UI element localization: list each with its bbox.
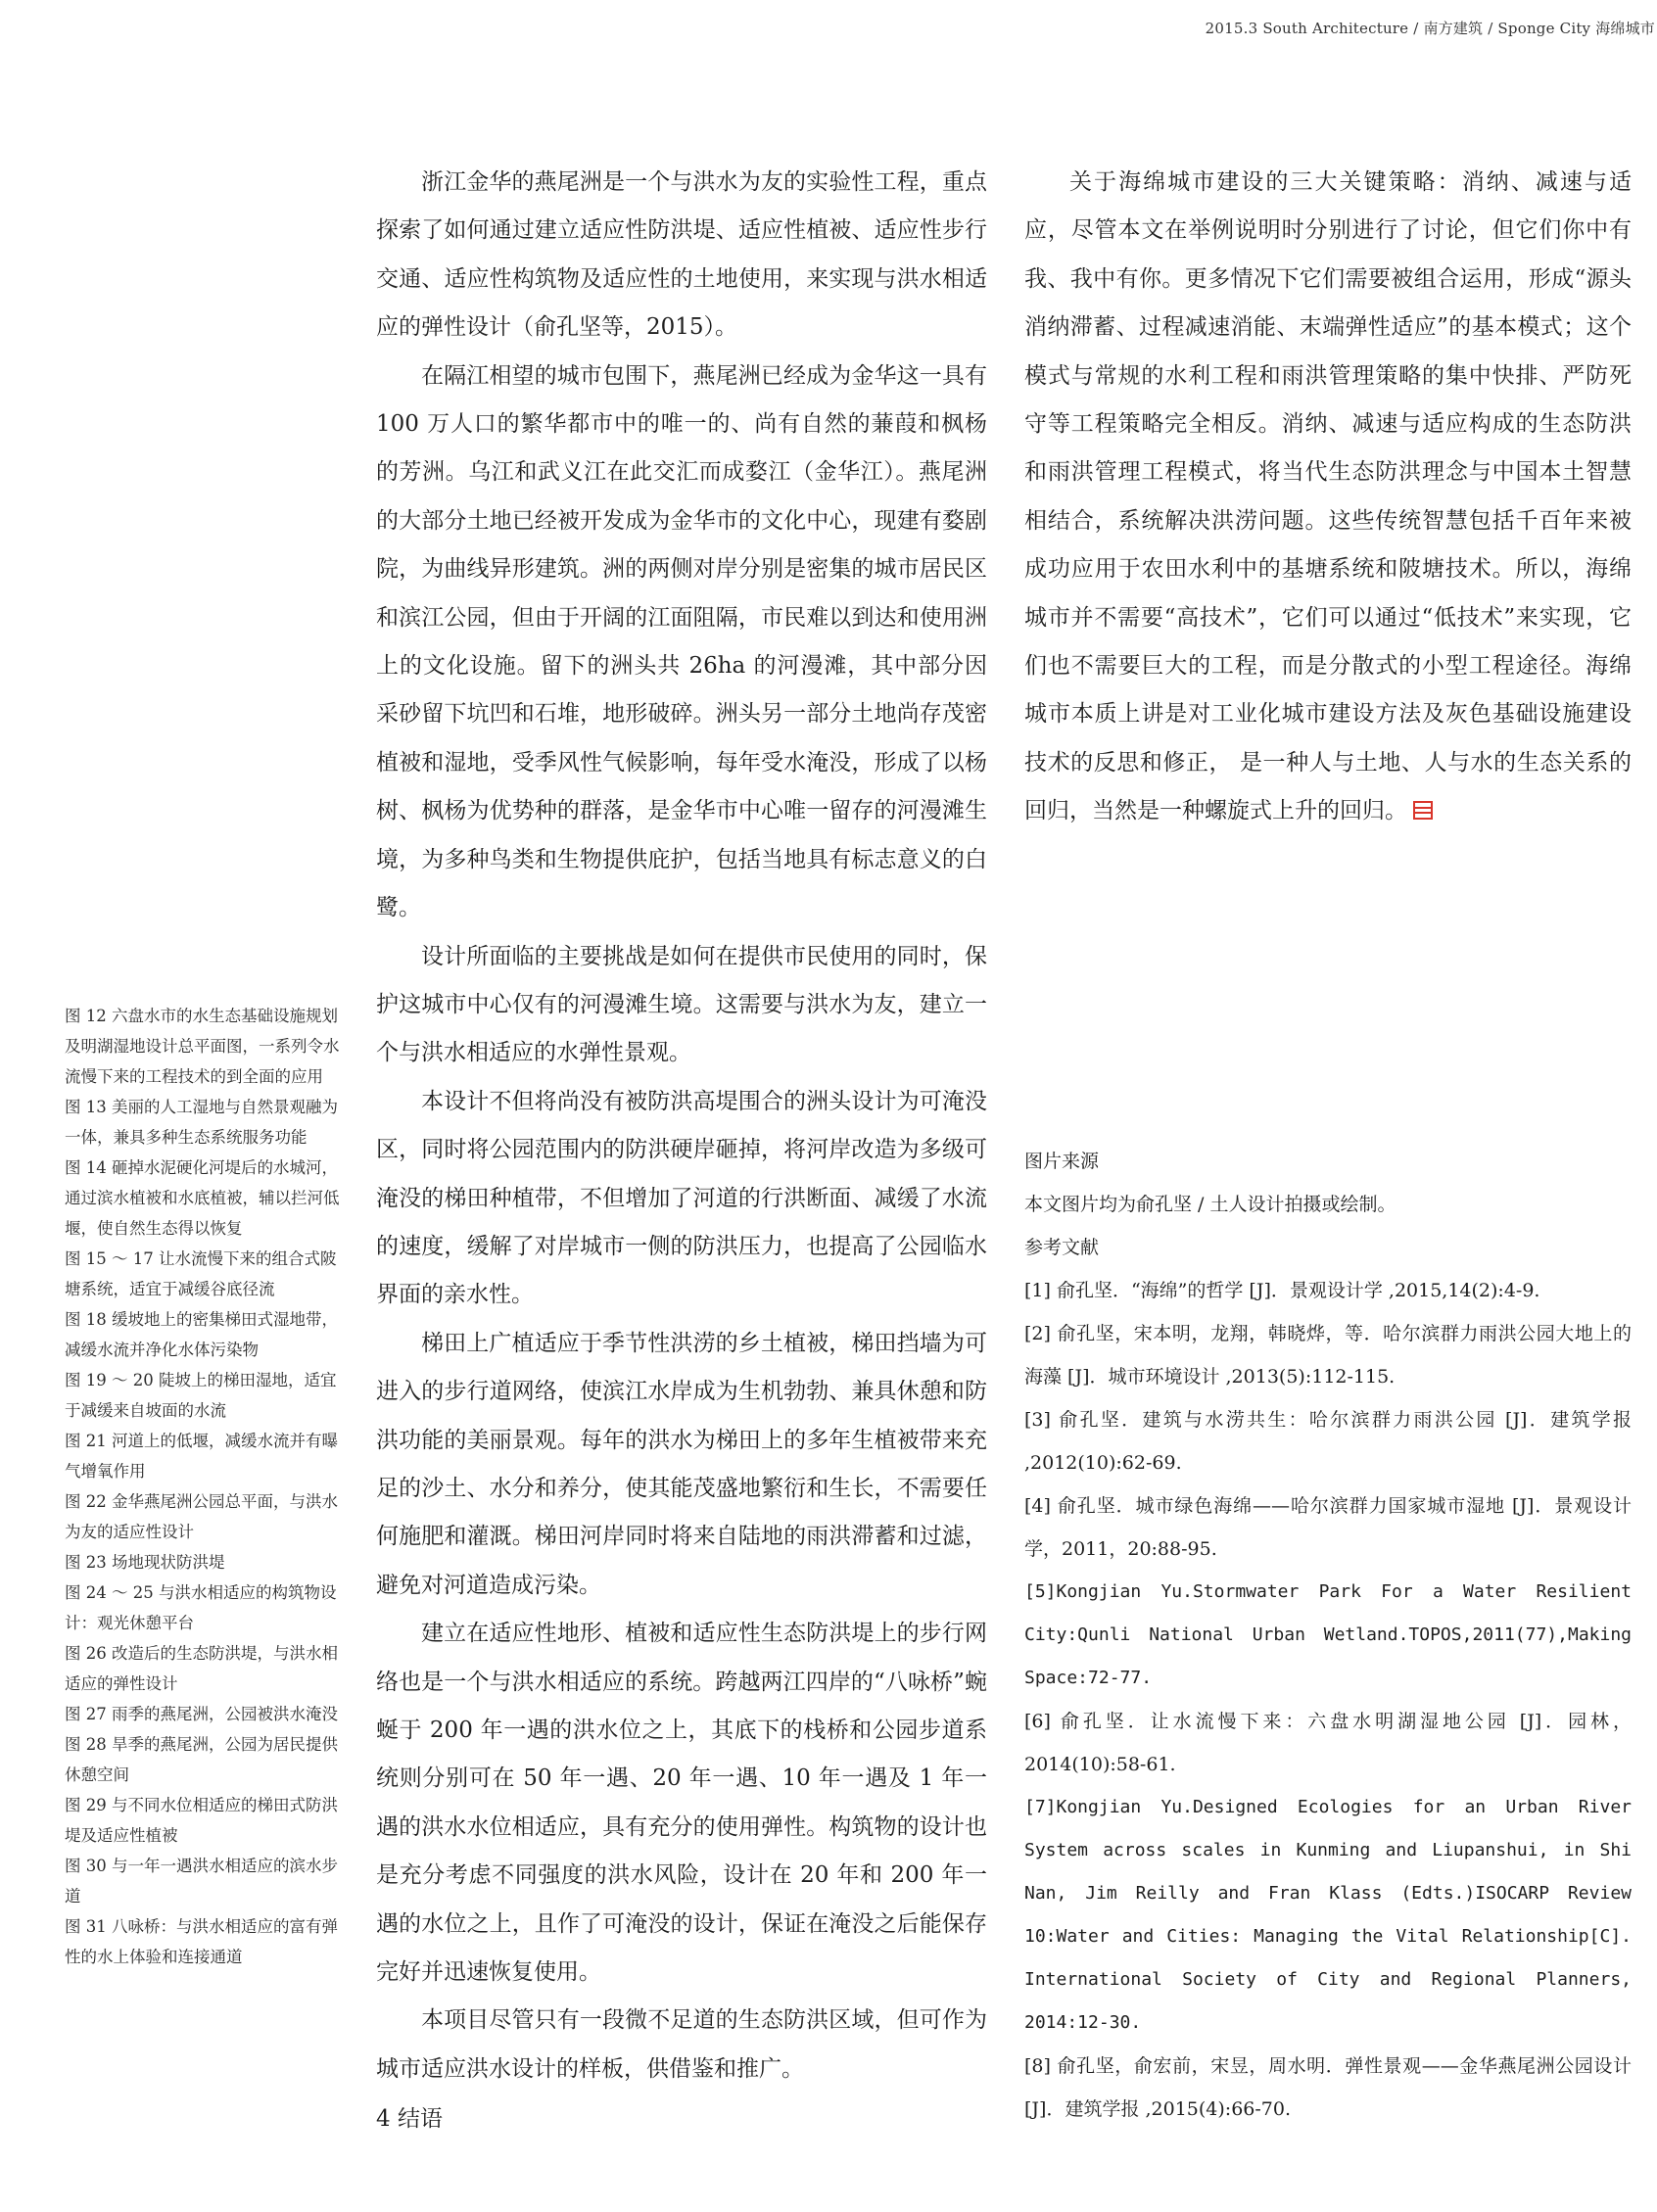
figure-caption: 图 13 美丽的人工湿地与自然景观融为一体，兼具多种生态系统服务功能 (65, 1098, 338, 1147)
section-heading-conclusion: 4 结语 (376, 2106, 443, 2132)
figure-caption: 图 18 缓坡地上的密集梯田式湿地带，减缓水流并净化水体污染物 (65, 1310, 338, 1359)
end-of-article-icon (1413, 801, 1433, 820)
figure-caption: 图 19 ～ 20 陡坡上的梯田湿地，适宜于减缓来自坡面的水流 (65, 1371, 337, 1420)
reference-item: [2] 俞孔坚，宋本明，龙翔，韩晓烨，等．哈尔滨群力雨洪公园大地上的海藻 [J]．城市环境设计 ,2013(5):112-115. (1024, 1323, 1632, 1388)
figure-caption: 图 23 场地现状防洪堤 (65, 1553, 225, 1572)
image-sources-text: 本文图片均为俞孔坚 / 土人设计拍摄或绘制。 (1024, 1194, 1397, 1215)
reference-item: [3] 俞孔坚．建筑与水涝共生：哈尔滨群力雨洪公园 [J]．建筑学报 ,2012(10):62-69. (1024, 1409, 1632, 1474)
figure-caption: 图 26 改造后的生态防洪堤，与洪水相适应的弹性设计 (65, 1644, 338, 1693)
figure-caption: 图 14 砸掉水泥硬化河堤后的水城河，通过滨水植被和水底植被，辅以拦河低堰，使自然生态得以恢复 (65, 1158, 340, 1238)
body-paragraph: 设计所面临的主要挑战是如何在提供市民使用的同时，保护这城市中心仅有的河漫滩生境。这需要与洪水为友，建立一个与洪水相适应的水弹性景观。 (376, 943, 987, 1066)
body-paragraph: 本设计不但将尚没有被防洪高堤围合的洲头设计为可淹没区，同时将公园范围内的防洪硬岸砸掉，将河岸改造为多级可淹没的梯田种植带，不但增加了河道的行洪断面、减缓了水流的速度，缓解了对岸城市一侧的防洪压力，也提高了公园临水界面的亲水性。 (376, 1088, 987, 1308)
reference-list (1024, 1269, 1632, 2131)
figure-caption: 图 31 八咏桥：与洪水相适应的富有弹性的水上体验和连接通道 (65, 1917, 338, 1966)
figure-caption: 图 29 与不同水位相适应的梯田式防洪堤及适应性植被 (65, 1796, 338, 1845)
conclusion-text: 关于海绵城市建设的三大关键策略：消纳、减速与适应，尽管本文在举例说明时分别进行了讨论，但它们你中有我、我中有你。更多情况下它们需要被组合运用，形成“源头消纳滞蓄、过程减速消能、末端弹性适应”的基本模式；这个模式与常规的水利工程和雨洪管理策略的集中快排、严防死守等工程策略完全相反。消纳、减速与适应构成的生态防洪和雨洪管理工程模式，将当代生态防洪理念与中国本土智慧相结合，系统解决洪涝问题。这些传统智慧包括千百年来被成功应用于农田水利中的基塘系统和陂塘技术。所以，海绵城市并不需要“高技术”，它们可以通过“低技术”来实现，它们也不需要巨大的工程，而是分散式的小型工程途径。海绵城市本质上讲是对工业化城市建设方法及灰色基础设施建设技术的反思和修正， 是一种人与土地、人与水的生态关系的回归，当然是一种螺旋式上升的回归。 (1024, 169, 1632, 824)
figure-captions (65, 1001, 345, 1972)
conclusion-paragraph (1024, 159, 1632, 836)
body-paragraph: 梯田上广植适应于季节性洪涝的乡土植被，梯田挡墙为可进入的步行道网络，使滨江水岸成为生机勃勃、兼具休憩和防洪功能的美丽景观。每年的洪水为梯田上的多年生植被带来充足的沙土、水分和养分，使其能茂盛地繁衍和生长，不需要任何施肥和灌溉。梯田河岸同时将来自陆地的雨洪滞蓄和过滤，避免对河道造成污染。 (376, 1330, 987, 1598)
references-title: 参考文献 (1024, 1237, 1100, 1258)
reference-item: [8] 俞孔坚，俞宏前，宋昱，周水明．弹性景观——金华燕尾洲公园设计 [J]．建筑学报 ,2015(4):66-70. (1024, 2055, 1632, 2120)
image-sources-title: 图片来源 (1024, 1151, 1100, 1172)
reference-item: [5]Kongjian Yu.Stormwater Park For a Water Resilient City:Qunli National Urban Wetland.TOPOS,2011(77),Making Space:72-77. (1024, 1581, 1632, 1688)
reference-item: [7]Kongjian Yu.Designed Ecologies for an Urban River System across scales in Kunming and Liupanshui, in Shi Nan, Jim Reilly and Fran Klass (Edts.)ISOCARP Review 10:Water and Cities: Managing the Vital Relationship[C]. International Society of City and Regional Planners, 2014:12-30. (1024, 1797, 1632, 2033)
body-column-middle (376, 159, 987, 2094)
figure-caption: 图 12 六盘水市的水生态基础设施规划及明湖湿地设计总平面图，一系列令水流慢下来的工程技术的到全面的应用 (65, 1007, 340, 1086)
figure-caption: 图 22 金华燕尾洲公园总平面，与洪水为友的适应性设计 (65, 1492, 338, 1541)
figure-caption: 图 28 旱季的燕尾洲，公园为居民提供休憩空间 (65, 1735, 338, 1784)
figure-caption: 图 30 与一年一遇洪水相适应的滨水步道 (65, 1857, 338, 1906)
reference-item: [4] 俞孔坚．城市绿色海绵——哈尔滨群力国家城市湿地 [J]．景观设计学，2011，20:88-95. (1024, 1495, 1632, 1560)
back-matter (1024, 1140, 1632, 2131)
body-paragraph: 建立在适应性地形、植被和适应性生态防洪堤上的步行网络也是一个与洪水相适应的系统。跨越两江四岸的“八咏桥”蜿蜒于 200 年一遇的洪水位之上，其底下的栈桥和公园步道系统则分别可在 50 年一遇、20 年一遇、10 年一遇及 1 年一遇的洪水水位相适应，具有充分的使用弹性。构筑物的设计也是充分考虑不同强度的洪水风险，设计在 20 年和 200 年一遇的水位之上，且作了可淹没的设计，保证在淹没之后能保存完好并迅速恢复使用。 (376, 1621, 987, 1986)
figure-caption: 图 15 ～ 17 让水流慢下来的组合式陂塘系统，适宜于减缓谷底径流 (65, 1249, 337, 1298)
figure-caption: 图 21 河道上的低堰，减缓水流并有曝气增氧作用 (65, 1432, 338, 1481)
figure-caption: 图 24 ～ 25 与洪水相适应的构筑物设计：观光休憩平台 (65, 1583, 337, 1632)
body-paragraph: 浙江金华的燕尾洲是一个与洪水为友的实验性工程，重点探索了如何通过建立适应性防洪堤、适应性植被、适应性步行交通、适应性构筑物及适应性的土地使用，来实现与洪水相适应的弹性设计（俞孔坚等，2015）。 (376, 169, 987, 341)
body-paragraph: 在隔江相望的城市包围下，燕尾洲已经成为金华这一具有 100 万人口的繁华都市中的唯一的、尚有自然的蒹葭和枫杨的芳洲。乌江和武义江在此交汇而成婺江（金华江）。燕尾洲的大部分土地已经被开发成为金华市的文化中心，现建有婺剧院，为曲线异形建筑。洲的两侧对岸分别是密集的城市居民区和滨江公园，但由于开阔的江面阻隔，市民难以到达和使用洲上的文化设施。留下的洲头共 26ha 的河漫滩，其中部分因采砂留下坑凹和石堆，地形破碎。洲头另一部分土地尚存茂密植被和湿地，受季风性气候影响，每年受水淹没，形成了以杨树、枫杨为优势种的群落，是金华市中心唯一留存的河漫滩生境，为多种鸟类和生物提供庇护，包括当地具有标志意义的白鹭。 (376, 362, 987, 921)
body-column-right (1024, 159, 1632, 836)
running-header: 2015.3 South Architecture / 南方建筑 / Sponge City 海绵城市 (1205, 20, 1655, 37)
body-paragraph: 本项目尽管只有一段微不足道的生态防洪区域，但可作为城市适应洪水设计的样板，供借鉴和推广。 (376, 2007, 987, 2082)
reference-item: [1] 俞孔坚．“海绵”的哲学 [J]．景观设计学 ,2015,14(2):4-9. (1024, 1280, 1540, 1301)
reference-item: [6] 俞孔坚．让水流慢下来：六盘水明湖湿地公园 [J]．园林，2014(10):58-61. (1024, 1711, 1632, 1775)
figure-caption: 图 27 雨季的燕尾洲，公园被洪水淹没 (65, 1705, 338, 1723)
